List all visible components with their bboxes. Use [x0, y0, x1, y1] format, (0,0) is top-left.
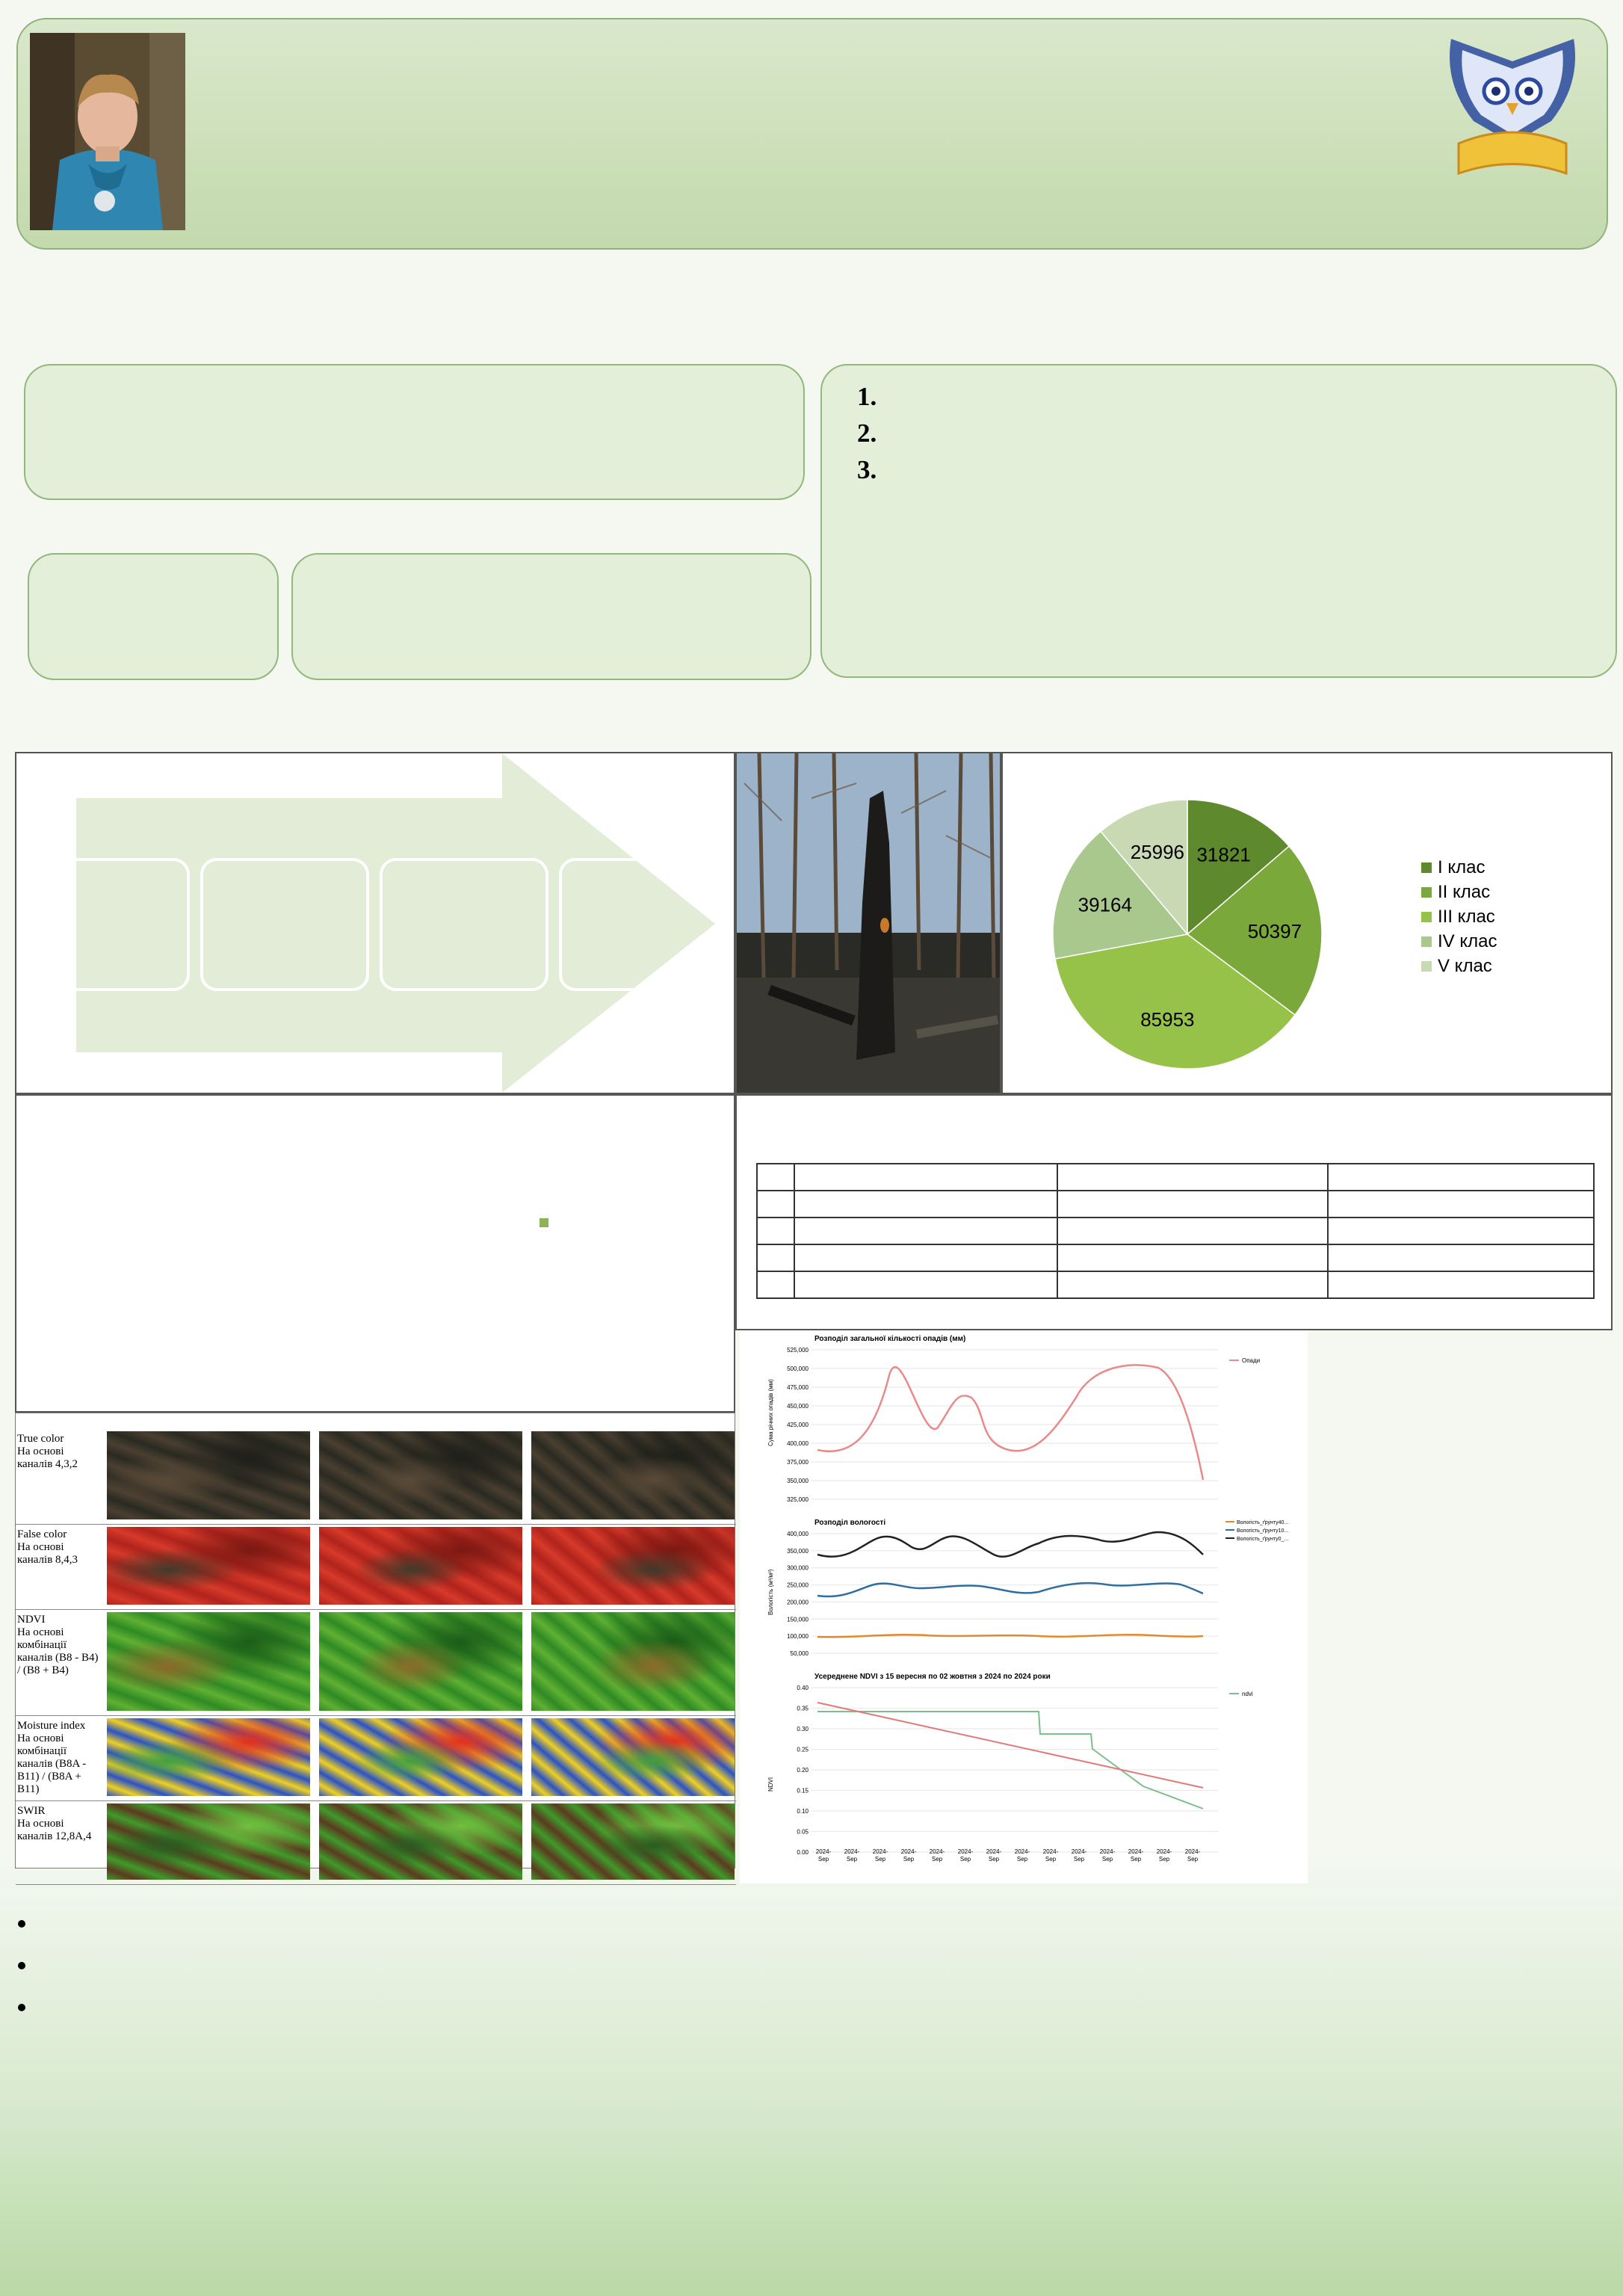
precip-legend-label: Опади: [1242, 1357, 1261, 1364]
ndvi-graph-ytick: 0.00: [797, 1849, 809, 1856]
pie-legend-swatch: [1421, 936, 1432, 947]
ndvi-line: [817, 1712, 1203, 1809]
ndvi-graph-ytick: 0.35: [797, 1705, 809, 1712]
precip-graph-ytick: 500,000: [787, 1365, 809, 1372]
table-cell: [1057, 1218, 1328, 1244]
ndvi-xtick-month: Sep: [903, 1856, 915, 1863]
sat-row-divider: [16, 1715, 736, 1716]
table-header: [794, 1164, 1057, 1191]
precip-graph-ytick: 400,000: [787, 1440, 809, 1447]
ndvi-xtick-month: Sep: [959, 1856, 971, 1863]
satellite-image: [107, 1718, 310, 1796]
precip-graph-title: Розподіл загальної кількості опадів (мм): [814, 1335, 966, 1343]
table-row: [757, 1271, 1594, 1298]
header-panel: [16, 18, 1608, 250]
ndvi-xtick: 2024-: [900, 1848, 917, 1855]
ndvi-xtick-month: Sep: [1130, 1856, 1142, 1863]
object-box: [28, 553, 279, 680]
bar-chart: [16, 1096, 734, 1411]
satellite-image: [319, 1527, 522, 1605]
table-cell: [794, 1244, 1057, 1271]
ndvi-xtick: 2024-: [1042, 1848, 1059, 1855]
sat-row-name: False color: [17, 1528, 67, 1540]
moisture-legend-label: Вологість_ґрунту10...: [1237, 1528, 1289, 1534]
task-item: [883, 379, 1596, 414]
ndvi-xtick: 2024-: [957, 1848, 974, 1855]
pie-legend-label: V клас: [1438, 956, 1492, 976]
sat-row-label: [17, 1528, 99, 1567]
table-cell: [1328, 1218, 1594, 1244]
moisture-graph-ylabel: Вологість (м³/м³): [767, 1569, 774, 1615]
ndvi-graph-ytick: 0.30: [797, 1726, 809, 1732]
table-row: [757, 1218, 1594, 1244]
pie-value-label: 25996: [1130, 841, 1185, 864]
table-cell: [757, 1218, 794, 1244]
pie-legend-swatch: [1421, 862, 1432, 873]
moisture-graph-ytick: 300,000: [787, 1564, 809, 1572]
ndvi-xtick: 2024-: [1184, 1848, 1201, 1855]
ndvi-xtick-month: Sep: [1045, 1856, 1057, 1863]
pie-legend-swatch: [1421, 912, 1432, 922]
ndvi-xtick: 2024-: [986, 1848, 1002, 1855]
ndvi-xtick: 2024-: [815, 1848, 832, 1855]
process-diagram: [15, 752, 735, 1094]
ndvi-xtick: 2024-: [1071, 1848, 1087, 1855]
satellite-image: [319, 1718, 522, 1796]
environment-graphs: [740, 1330, 1308, 1883]
tasks-list: [837, 379, 1596, 487]
ndvi-xtick-month: Sep: [1016, 1856, 1028, 1863]
moisture-legend-label: Вологість_ґрунту40...: [1237, 1520, 1289, 1525]
table-cell: [1328, 1191, 1594, 1218]
ndvi-graph-ytick: 0.15: [797, 1787, 809, 1794]
graphs-panel: [740, 1330, 1308, 1883]
conclusions-block: [0, 1906, 1617, 2031]
moisture-legend-label: Вологість_ґрунту0_...: [1237, 1537, 1289, 1542]
process-step-1: [21, 858, 190, 991]
ndvi-xtick: 2024-: [929, 1848, 945, 1855]
table-cell: [1328, 1271, 1594, 1298]
sat-row-label: [17, 1433, 99, 1471]
satellite-image: [319, 1431, 522, 1519]
table-cell: [757, 1271, 794, 1298]
pie-value-label: 50397: [1247, 919, 1302, 942]
pie-legend-label: ІІ клас: [1438, 882, 1491, 902]
table-cell: [757, 1244, 794, 1271]
satellite-image: [107, 1527, 310, 1605]
ndvi-xtick-month: Sep: [846, 1856, 858, 1863]
subject-box: [291, 553, 812, 680]
moisture-graph-ytick: 350,000: [787, 1547, 809, 1555]
task-item: [883, 452, 1596, 487]
ndvi-graph-ytick: 0.25: [797, 1746, 809, 1753]
ndvi-graph-ytick: 0.05: [797, 1828, 809, 1836]
ndvi-graph-title: Усереднене NDVI з 15 вересня по 02 жовтня з 2024 по 2024 роки: [814, 1673, 1051, 1681]
pie-legend-label: IV клас: [1438, 931, 1497, 951]
precip-graph-ytick: 475,000: [787, 1384, 809, 1391]
sat-row-label: [17, 1720, 99, 1796]
table-cell: [794, 1271, 1057, 1298]
precip-graph-ytick: 425,000: [787, 1422, 809, 1428]
ndvi-xtick-month: Sep: [1187, 1856, 1199, 1863]
precip-graph-ytick: 450,000: [787, 1403, 809, 1410]
sat-row-name: Moisture index: [17, 1720, 86, 1732]
table-cell: [1328, 1244, 1594, 1271]
table-cell: [1057, 1191, 1328, 1218]
ndvi-xtick: 2024-: [844, 1848, 860, 1855]
ndvi-xtick-month: Sep: [874, 1856, 886, 1863]
moisture-graph-title: Розподіл вологості: [814, 1519, 886, 1527]
moisture-graph-ytick: 400,000: [787, 1531, 809, 1537]
man-logo: [1429, 31, 1596, 241]
districts-table-panel: [735, 1094, 1613, 1330]
conclusion-item: [37, 1906, 1617, 1940]
ndvi-xtick-month: Sep: [931, 1856, 943, 1863]
pie-chart: [1003, 753, 1611, 1093]
sat-row-label: [17, 1614, 99, 1677]
satellite-image: [107, 1803, 310, 1880]
ndvi-xtick-month: Sep: [1101, 1856, 1113, 1863]
sat-row-desc: На основі комбінації каналів (B8A - B11) / (B8A + B11): [17, 1732, 87, 1795]
task-item: [883, 416, 1596, 451]
process-step-2: [200, 858, 369, 991]
table-cell: [794, 1218, 1057, 1244]
satellite-image: [531, 1527, 735, 1605]
sat-row-divider: [16, 1609, 736, 1610]
sat-row-label: [17, 1805, 99, 1843]
conclusion-item: [37, 1948, 1617, 1982]
pie-value-label: 85953: [1140, 1007, 1195, 1031]
ndvi-xtick: 2024-: [1099, 1848, 1116, 1855]
conclusions-list: [0, 1906, 1617, 2024]
pie-legend-label: І клас: [1438, 857, 1486, 877]
satellite-image: [107, 1612, 310, 1711]
precip-graph-ytick: 325,000: [787, 1496, 809, 1503]
ndvi-graph-ylabel: NDVI: [767, 1777, 774, 1792]
sat-row-divider: [16, 1524, 736, 1525]
table-cell: [794, 1191, 1057, 1218]
tasks-box: [820, 364, 1617, 678]
pie-legend-label: ІІІ клас: [1438, 907, 1495, 927]
ndvi-xtick-month: Sep: [988, 1856, 1000, 1863]
districts-table: [756, 1163, 1595, 1299]
satellite-image: [319, 1612, 522, 1711]
process-step-4: [559, 858, 728, 991]
table-header: [1328, 1164, 1594, 1191]
moisture-graph-ytick: 250,000: [787, 1581, 809, 1589]
sat-row-desc: На основі каналів 4,3,2: [17, 1445, 78, 1470]
satellite-grid: [15, 1413, 735, 1868]
author-photo: [30, 33, 185, 230]
sat-row-desc: На основі каналів 12,8A,4: [17, 1818, 92, 1842]
ndvi-xtick-month: Sep: [817, 1856, 829, 1863]
bar-chart-panel: [15, 1094, 735, 1413]
ndvi-xtick: 2024-: [1128, 1848, 1144, 1855]
ndvi-xtick-month: Sep: [1073, 1856, 1085, 1863]
ndvi-trend-line: [817, 1703, 1203, 1788]
sat-row-divider: [16, 1800, 736, 1801]
ndvi-graph-ytick: 0.20: [797, 1767, 809, 1774]
pie-legend-swatch: [1421, 961, 1432, 972]
goal-box: [24, 364, 805, 500]
ndvi-legend-label: ndvi: [1242, 1691, 1253, 1697]
burned-forest-photo: [735, 752, 1001, 1094]
ndvi-xtick: 2024-: [1014, 1848, 1030, 1855]
moisture-graph-ytick: 50,000: [790, 1650, 809, 1657]
process-step-3: [380, 858, 548, 991]
precip-line: [817, 1365, 1203, 1480]
satellite-image: [531, 1612, 735, 1711]
ndvi-xtick-month: Sep: [1158, 1856, 1170, 1863]
ndvi-xtick: 2024-: [1156, 1848, 1172, 1855]
satellite-image: [531, 1431, 735, 1519]
sat-row-name: True color: [17, 1433, 64, 1445]
satellite-image: [531, 1718, 735, 1796]
table-header: [1057, 1164, 1328, 1191]
satellite-image: [531, 1803, 735, 1880]
table-row: [757, 1191, 1594, 1218]
table-header: [757, 1164, 794, 1191]
moisture-graph-ytick: 100,000: [787, 1633, 809, 1641]
conclusion-item: [37, 1990, 1617, 2024]
precip-graph-ytick: 525,000: [787, 1347, 809, 1354]
table-cell: [1057, 1271, 1328, 1298]
sat-row-name: NDVI: [17, 1614, 46, 1626]
sat-row-desc: На основі каналів 8,4,3: [17, 1541, 78, 1566]
sat-row-name: SWIR: [17, 1805, 46, 1817]
precip-graph-ytick: 350,000: [787, 1478, 809, 1484]
sat-row-divider: [16, 1884, 736, 1885]
table-cell: [757, 1191, 794, 1218]
moisture-line-deep: [817, 1532, 1203, 1557]
moisture-graph-ytick: 150,000: [787, 1616, 809, 1623]
moisture-graph-ytick: 200,000: [787, 1599, 809, 1606]
satellite-image: [319, 1803, 522, 1880]
owl-icon: [1429, 31, 1596, 181]
table-row: [757, 1244, 1594, 1271]
moisture-line-surface: [817, 1635, 1203, 1637]
precip-graph-ytick: 375,000: [787, 1459, 809, 1466]
pie-value-label: 39164: [1078, 893, 1132, 916]
ndvi-graph-ytick: 0.10: [797, 1808, 809, 1815]
precip-graph-ylabel: Сума річних опадів (мм): [767, 1379, 774, 1446]
pie-legend-swatch: [1421, 887, 1432, 898]
pie-value-label: 31821: [1196, 843, 1251, 866]
table-cell: [1057, 1244, 1328, 1271]
sat-row-desc: На основі комбінації каналів (B8 - B4) / (B8 + B4): [17, 1626, 99, 1676]
pie-chart-panel: [1001, 752, 1613, 1094]
table-header-row: [757, 1164, 1594, 1191]
bar-chart-legend-swatch: [540, 1218, 548, 1227]
ndvi-xtick: 2024-: [872, 1848, 888, 1855]
satellite-image: [107, 1431, 310, 1519]
ndvi-graph-ytick: 0.40: [797, 1685, 809, 1691]
